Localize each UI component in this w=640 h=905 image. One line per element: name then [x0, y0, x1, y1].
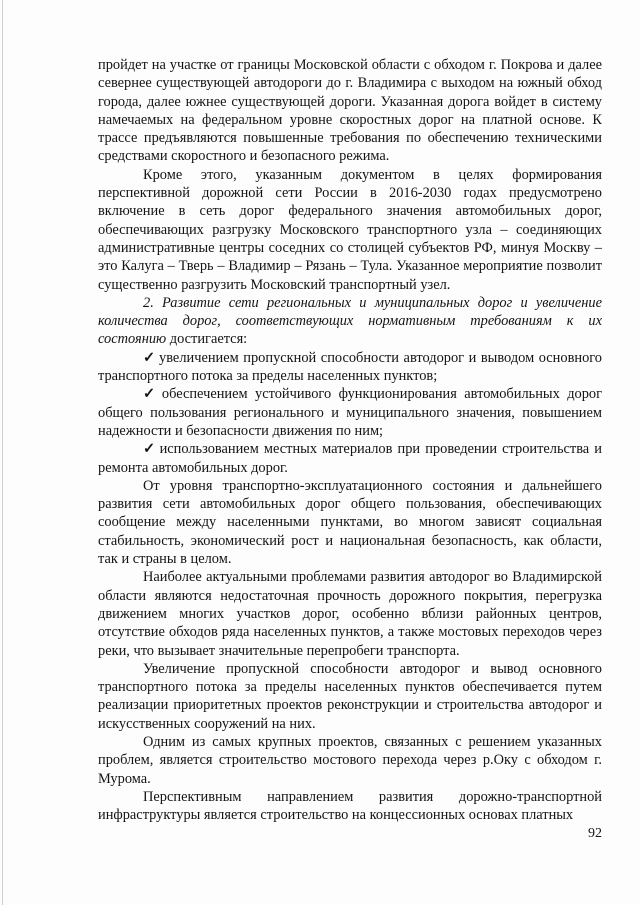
checkmark-icon: ✓ [143, 386, 159, 403]
checkmark-icon: ✓ [143, 441, 157, 458]
scan-edge-line [2, 0, 3, 905]
paragraph-problems: Наиболее актуальными проблемами развития автодорог во Владимирской области являются недостаточная прочность дорожного покрытия, перегрузка движением многих участков дорог, особенно вблизи районных центров, отсутствие обходов ряда населенных пунктов, а также мостовых переходов через реки, что вызывает значительные перепробеги транспорта. [98, 569, 602, 659]
bullet-item [98, 349, 602, 386]
section-2-heading [98, 294, 602, 349]
section-2-title: 2. Развитие сети региональных и муниципальных дорог и увеличение количества дорог, соответствующих нормативным требованиям к их состоянию [98, 294, 602, 348]
paragraph-intro: пройдет на участке от границы Московской области с обходом г. Покрова и далее севернее существующей автодороги до г. Владимира с выходом на южный обход города, далее южнее существующей дороги. Указанная дорога войдет в систему намечаемых на федеральном уровне скоростных дорог на платной основе. К трассе предъявляются повышенные требования по обеспечению техническими средствами скоростного и безопасного режима. [98, 57, 602, 165]
bullet-text: увеличением пропускной способности автодорог и выводом основного транспортного потока за пределы населенных пунктов; [98, 349, 603, 385]
page-body [98, 56, 602, 824]
paragraph-transport-level: От уровня транспортно-эксплуатационного состояния и дальнейшего развития сети автомобильных дорог общего пользования, обеспечивающих сообщение между населенными пунктами, во многом зависят социальная стабильность, экономический рост и национальная безопасность, как области, так и страны в целом. [98, 477, 602, 568]
section-2-tail: достигается: [166, 331, 248, 348]
bullet-item [98, 385, 602, 440]
bullet-item [98, 440, 602, 477]
paragraph-concession: Перспективным направлением развития дорожно-транспортной инфраструктуры является строительство на концессионных основах платных [98, 788, 602, 824]
paragraph-kaluga-tver: Кроме этого, указанным документом в целях формирования перспективной дорожной сети России в 2016-2030 годах предусмотрено включение в сеть дорог федерального значения автомобильных дорог, обеспечивающих разгрузку Московского транспортного узла – соединяющих административные центры соседних со столицей субъектов РФ, минуя Москву – это Калуга – Тверь – Владимир – Рязань – Тула. Указанное мероприятие позволит существенно разгрузить Московский транспортный узел. [98, 166, 602, 293]
bullet-text: обеспечением устойчивого функционирования автомобильных дорог общего пользования регионального и муниципального значения, повышением надежности и безопасности движения по ним; [98, 386, 602, 439]
paragraph-oka-bridge: Одним из самых крупных проектов, связанных с решением указанных проблем, является строительство мостового перехода через р.Оку с обходом г. Мурома. [98, 733, 602, 787]
bullet-text: использованием местных материалов при проведении строительства и ремонта автомобильных дорог. [98, 441, 602, 476]
checkmark-icon: ✓ [143, 349, 157, 366]
paragraph-capacity: Увеличение пропускной способности автодорог и вывод основного транспортного потока за пределы населенных пунктов обеспечивается путем реализации приоритетных проектов реконструкции и строительства автодорог и искусственных сооружений на них. [98, 660, 602, 732]
page-number: 92 [588, 826, 602, 841]
